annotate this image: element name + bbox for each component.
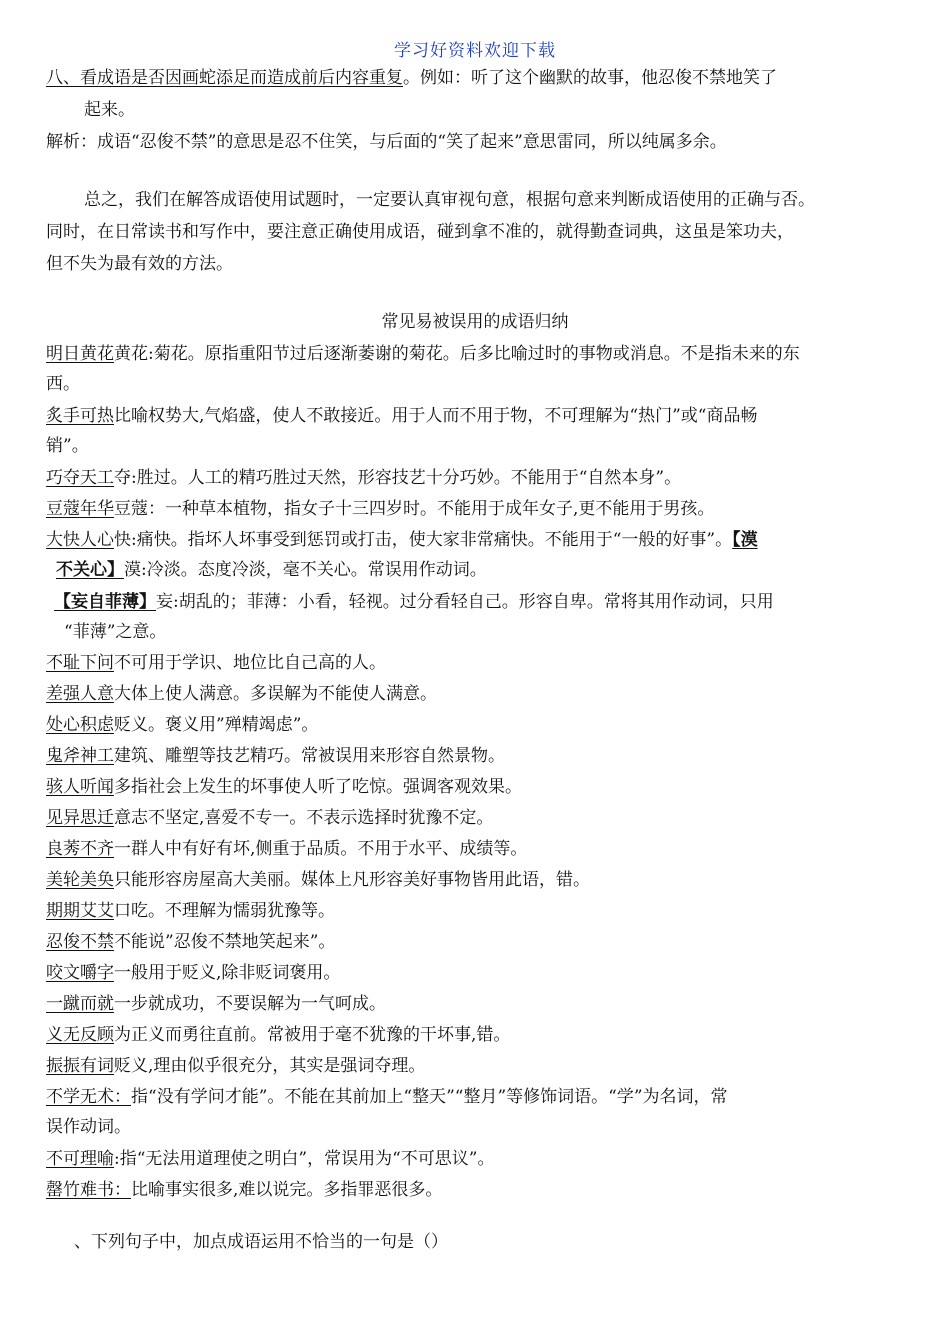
idiom-term: 不学无术： — [46, 1087, 131, 1107]
idiom-term: 义无反顾 — [46, 1025, 114, 1045]
idiom-term: 明日黄花 — [46, 344, 114, 364]
idiom-term-inline: 不关心】 — [56, 560, 124, 580]
idiom-term: 大快人心 — [46, 530, 114, 550]
summary-line-2: 同时，在日常读书和写作中，要注意正确使用成语，碰到拿不准的，就得勤查词典，这虽是笨功夫， — [46, 222, 794, 242]
idiom-explanation: 一步就成功，不要误解为一气呵成。 — [114, 994, 386, 1014]
summary-line-1: 总之，我们在解答成语使用试题时，一定要认真审视句意，根据句意来判断成语使用的正确与否。 — [84, 190, 815, 210]
entry-continuation: 误作动词。 — [46, 1117, 131, 1137]
idiom-term: 期期艾艾 — [46, 901, 114, 921]
entry-line — [46, 899, 908, 923]
entry-line — [46, 1085, 908, 1109]
idiom-term: 一蹴而就 — [46, 994, 114, 1014]
entry-line — [46, 466, 908, 490]
idiom-explanation: 多指社会上发生的坏事使人听了吃惊。强调客观效果。 — [114, 777, 522, 797]
analysis-paragraph: 解析：成语“忍俊不禁”的意思是忍不住笑，与后面的“笑了起来”意思雷同，所以纯属多余。 — [46, 132, 727, 152]
point-8-continuation: 起来。 — [84, 100, 135, 120]
entry-line — [46, 682, 908, 706]
entry-line — [46, 868, 908, 892]
point-8-line — [46, 66, 908, 90]
idiom-explanation: 不能说”忍俊不禁地笑起来”。 — [114, 932, 336, 952]
idiom-term: 咬文嚼字 — [46, 963, 114, 983]
entry-line — [46, 528, 908, 552]
section-title: 常见易被误用的成语归纳 — [381, 312, 569, 332]
question-prompt: 、下列句子中，加点成语运用不恰当的一句是（） — [74, 1232, 448, 1252]
idiom-explanation: 贬义,理由似乎很充分，其实是强词夺理。 — [114, 1056, 426, 1076]
idiom-term: 【妄自菲薄】 — [54, 592, 156, 612]
idiom-term: 见异思迁 — [46, 808, 114, 828]
entry-continuation: 销”。 — [46, 436, 89, 456]
idiom-explanation: 意志不坚定,喜爱不专一。不表示选择时犹豫不定。 — [114, 808, 494, 828]
idiom-explanation: 漠:冷淡。态度冷淡，毫不关心。常误用作动词。 — [124, 560, 487, 580]
idiom-explanation: 豆蔻：一种草本植物，指女子十三四岁时。不能用于成年女子,更不能用于男孩。 — [114, 499, 715, 519]
page-header: 学习好资料欢迎下载 — [394, 41, 556, 61]
idiom-explanation: 只能形容房屋高大美丽。媒体上凡形容美好事物皆用此语，错。 — [114, 870, 590, 890]
idiom-explanation: 一般用于贬义,除非贬词褒用。 — [114, 963, 341, 983]
idiom-explanation: 黄花:菊花。原指重阳节过后逐渐萎谢的菊花。后多比喻过时的事物或消息。不是指未来的东 — [114, 344, 800, 364]
point-8-text: 。例如：听了这个幽默的故事，他忍俊不禁地笑了 — [403, 68, 777, 88]
idiom-explanation: 比喻事实很多,难以说完。多指罪恶很多。 — [131, 1180, 443, 1200]
idiom-explanation: 指“没有学问才能”。不能在其前加上“整天”“整月”等修饰词语。“学”为名词，常 — [131, 1087, 728, 1107]
idiom-explanation: 不可用于学识、地位比自己高的人。 — [114, 653, 386, 673]
idiom-explanation: :指“无法用道理使之明白”，常误用为“不可思议”。 — [114, 1149, 495, 1169]
entry-continuation: 西。 — [46, 374, 80, 394]
entry-line — [46, 1054, 908, 1078]
entry-line — [46, 930, 908, 954]
idiom-term: 差强人意 — [46, 684, 114, 704]
idiom-term: 振振有词 — [46, 1056, 114, 1076]
entry-line — [46, 651, 908, 675]
idiom-term: 美轮美奂 — [46, 870, 114, 890]
idiom-explanation: 贬义。褒义用”殚精竭虑”。 — [114, 715, 319, 735]
entry-line — [46, 837, 908, 861]
idiom-explanation: 夺:胜过。人工的精巧胜过天然，形容技艺十分巧妙。不能用于“自然本身”。 — [114, 468, 682, 488]
idiom-term: 豆蔻年华 — [46, 499, 114, 519]
entry-line — [54, 590, 916, 614]
idiom-term: 鬼斧神工 — [46, 746, 114, 766]
point-8-label: 八、看成语是否因画蛇添足而造成前后内容重复 — [46, 68, 403, 88]
idiom-explanation: 为正义而勇往直前。常被用于毫不犹豫的干坏事,错。 — [114, 1025, 511, 1045]
idiom-term: 不耻下问 — [46, 653, 114, 673]
entry-line — [46, 1023, 908, 1047]
summary-line-3: 但不失为最有效的方法。 — [46, 254, 233, 274]
idiom-term: 炙手可热 — [46, 406, 114, 426]
idiom-term: 罄竹难书： — [46, 1180, 131, 1200]
idiom-explanation: 大体上使人满意。多误解为不能使人满意。 — [114, 684, 437, 704]
idiom-explanation: 快:痛快。指坏人坏事受到惩罚或打击，使大家非常痛快。不能用于“一般的好事”。 — [114, 530, 733, 550]
idiom-explanation: 妄:胡乱的；菲薄：小看，轻视。过分看轻自己。形容自卑。常将其用作动词，只用 — [156, 592, 774, 612]
idiom-explanation: 建筑、雕塑等技艺精巧。常被误用来形容自然景物。 — [114, 746, 505, 766]
entry-line — [46, 1147, 908, 1171]
entry-line — [46, 404, 908, 428]
idiom-term: 巧夺天工 — [46, 468, 114, 488]
idiom-explanation: 口吃。不理解为懦弱犹豫等。 — [114, 901, 335, 921]
entry-continuation — [56, 558, 918, 582]
entry-line — [46, 497, 908, 521]
idiom-term: 骇人听闻 — [46, 777, 114, 797]
idiom-term: 忍俊不禁 — [46, 932, 114, 952]
entry-line — [46, 961, 908, 985]
entry-line — [46, 806, 908, 830]
entry-line — [46, 775, 908, 799]
idiom-explanation: 比喻权势大,气焰盛，使人不敢接近。用于人而不用于物，不可理解为“热门”或“商品畅 — [114, 406, 758, 426]
entry-line — [46, 342, 908, 366]
entry-line — [46, 713, 908, 737]
entry-line — [46, 992, 908, 1016]
idiom-term-inline: 【漠 — [732, 530, 758, 550]
entry-continuation: “菲薄”之意。 — [64, 622, 167, 642]
idiom-term: 不可理喻 — [46, 1149, 114, 1169]
entry-line — [46, 1178, 908, 1202]
entry-line — [46, 744, 908, 768]
idiom-term: 良莠不齐 — [46, 839, 114, 859]
idiom-term: 处心积虑 — [46, 715, 114, 735]
idiom-explanation: 一群人中有好有坏,侧重于品质。不用于水平、成绩等。 — [114, 839, 528, 859]
